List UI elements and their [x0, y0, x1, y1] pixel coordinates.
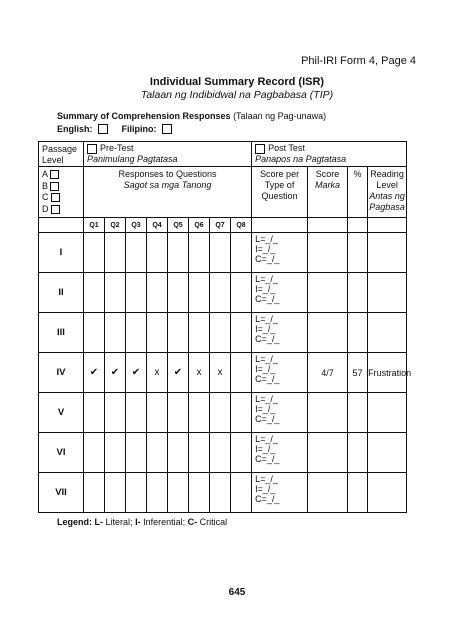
level-option-c[interactable]: C	[42, 192, 80, 204]
response-cell[interactable]	[84, 313, 105, 353]
question-type-score: C=_/_	[255, 454, 280, 464]
level-options	[39, 167, 84, 218]
reading-level-cell[interactable]	[368, 273, 407, 313]
level-label: Level	[42, 155, 64, 165]
level-c-checkbox[interactable]	[51, 193, 60, 202]
response-cell[interactable]	[231, 353, 252, 393]
response-cell[interactable]	[189, 433, 210, 473]
posttest-label: Post Test	[268, 143, 305, 153]
response-cell[interactable]	[84, 273, 105, 313]
posttest-header	[252, 142, 407, 167]
q5-header: Q5	[168, 218, 189, 233]
level-option-d[interactable]: D	[42, 204, 80, 216]
response-cell[interactable]	[168, 273, 189, 313]
passage-number: VI	[39, 433, 84, 473]
question-type-score: I=_/_	[255, 324, 276, 334]
percent-cell[interactable]: 57	[348, 353, 368, 393]
score-cell[interactable]	[308, 393, 348, 433]
posttest-label-fil: Panapos na Pagtatasa	[255, 154, 347, 164]
english-label: English:	[57, 124, 93, 134]
response-cell[interactable]: x	[189, 353, 210, 393]
legend-label: Legend:	[57, 517, 92, 527]
response-cell[interactable]	[231, 393, 252, 433]
level-b-checkbox[interactable]	[50, 182, 59, 191]
response-cell[interactable]	[231, 273, 252, 313]
question-type-score: C=_/_	[255, 254, 280, 264]
response-cell[interactable]	[147, 273, 168, 313]
reading-level-cell[interactable]: Frustration	[368, 353, 407, 393]
score-cell[interactable]	[308, 313, 348, 353]
posttest-checkbox[interactable]	[255, 144, 265, 154]
reading-level-cell[interactable]	[368, 313, 407, 353]
isr-table	[38, 141, 412, 513]
response-cell[interactable]	[84, 433, 105, 473]
response-cell[interactable]	[105, 433, 126, 473]
level-a-checkbox[interactable]	[50, 170, 59, 179]
legend-i-key: I-	[135, 517, 141, 527]
percent-header: %	[348, 167, 368, 218]
percent-cell[interactable]	[348, 313, 368, 353]
question-type-score: C=_/_	[255, 374, 280, 384]
passage-number: IV	[39, 353, 84, 393]
response-cell[interactable]	[189, 393, 210, 433]
passage-row	[39, 233, 407, 273]
summary-heading	[57, 111, 326, 121]
summary-label-fil: (Talaan ng Pag-unawa)	[233, 111, 327, 121]
passage-row	[39, 313, 407, 353]
question-type-score: L=_/_	[255, 314, 278, 324]
q8-header: Q8	[231, 218, 252, 233]
score-per-type-cell[interactable]	[252, 273, 308, 313]
pretest-checkbox[interactable]	[87, 144, 97, 154]
response-cell[interactable]	[147, 233, 168, 273]
score-per-type-cell[interactable]	[252, 233, 308, 273]
response-cell[interactable]	[84, 393, 105, 433]
legend-i-text: Inferential;	[143, 517, 186, 527]
legend-l-text: Literal;	[105, 517, 133, 527]
response-cell[interactable]	[105, 233, 126, 273]
percent-cell[interactable]	[348, 273, 368, 313]
q1-header: Q1	[84, 218, 105, 233]
score-per-type-cell[interactable]	[252, 393, 308, 433]
q2-header: Q2	[105, 218, 126, 233]
language-selector	[57, 124, 172, 134]
legend-c-text: Critical	[199, 517, 228, 527]
table-body	[39, 142, 412, 513]
response-cell[interactable]: ✔	[105, 353, 126, 393]
question-header-spacer	[252, 218, 308, 233]
question-type-score: I=_/_	[255, 284, 276, 294]
level-option-a[interactable]: A	[42, 169, 80, 181]
response-cell[interactable]	[126, 273, 147, 313]
passage-number: I	[39, 233, 84, 273]
question-type-score: L=_/_	[255, 354, 278, 364]
reading-level-cell[interactable]	[368, 393, 407, 433]
response-cell[interactable]	[105, 273, 126, 313]
question-type-score: C=_/_	[255, 494, 280, 504]
response-cell[interactable]	[126, 433, 147, 473]
response-cell[interactable]	[189, 313, 210, 353]
question-type-score: I=_/_	[255, 404, 276, 414]
response-cell[interactable]	[168, 233, 189, 273]
form-reference: Phil-IRI Form 4, Page 4	[301, 55, 416, 67]
page-title: Individual Summary Record (ISR)	[149, 76, 325, 88]
responses-label: Responses to Questions	[118, 169, 217, 179]
response-cell[interactable]	[168, 433, 189, 473]
question-type-score: L=_/_	[255, 274, 278, 284]
q6-header: Q6	[189, 218, 210, 233]
question-type-score: C=_/_	[255, 294, 280, 304]
level-option-b[interactable]: B	[42, 181, 80, 193]
response-cell[interactable]	[147, 313, 168, 353]
legend-c-key: C-	[187, 517, 198, 527]
response-cell[interactable]	[168, 313, 189, 353]
question-type-score: L=_/_	[255, 394, 278, 404]
response-cell[interactable]: ✔	[126, 353, 147, 393]
response-cell[interactable]	[84, 233, 105, 273]
question-header-spacer	[308, 218, 348, 233]
response-cell[interactable]	[126, 233, 147, 273]
q4-header: Q4	[147, 218, 168, 233]
response-cell[interactable]	[126, 313, 147, 353]
question-header-row	[39, 218, 407, 233]
response-cell[interactable]	[84, 473, 105, 513]
score-cell[interactable]	[308, 473, 348, 513]
response-cell[interactable]	[105, 473, 126, 513]
score-cell[interactable]	[308, 273, 348, 313]
passage-number: V	[39, 393, 84, 433]
response-cell[interactable]	[147, 433, 168, 473]
question-header-spacer	[348, 218, 368, 233]
question-type-score: I=_/_	[255, 244, 276, 254]
question-type-score: L=_/_	[255, 474, 278, 484]
response-cell[interactable]	[189, 233, 210, 273]
pretest-label-fil: Panimulang Pagtatasa	[87, 154, 178, 164]
legend	[57, 517, 227, 527]
percent-cell[interactable]	[348, 233, 368, 273]
percent-cell[interactable]	[348, 473, 368, 513]
score-per-type-cell[interactable]	[252, 313, 308, 353]
score-cell[interactable]: 4/7	[308, 353, 348, 393]
response-cell[interactable]	[147, 473, 168, 513]
response-cell[interactable]	[210, 433, 231, 473]
score-per-type-cell[interactable]	[252, 353, 308, 393]
passage-row	[39, 473, 407, 513]
response-cell[interactable]	[210, 273, 231, 313]
response-cell[interactable]	[105, 313, 126, 353]
passage-level-header	[39, 142, 84, 167]
question-type-score: C=_/_	[255, 334, 280, 344]
question-type-score: C=_/_	[255, 414, 280, 424]
passage-row	[39, 353, 407, 393]
q3-header: Q3	[126, 218, 147, 233]
response-cell[interactable]: ✔	[168, 353, 189, 393]
level-d-checkbox[interactable]	[51, 205, 60, 214]
score-cell[interactable]	[308, 433, 348, 473]
summary-label: Summary of Comprehension Responses	[57, 111, 231, 121]
score-cell[interactable]	[308, 233, 348, 273]
reading-level-header: Reading Level Antas ng Pagbasa	[368, 167, 407, 218]
response-cell[interactable]	[231, 313, 252, 353]
response-cell[interactable]	[210, 473, 231, 513]
page-subtitle: Talaan ng Indibidwal na Pagbabasa (TIP)	[140, 89, 334, 101]
passage-number: VII	[39, 473, 84, 513]
pretest-header	[84, 142, 252, 167]
percent-cell[interactable]	[348, 393, 368, 433]
response-cell[interactable]	[147, 393, 168, 433]
reading-level-cell[interactable]	[368, 233, 407, 273]
response-cell[interactable]	[231, 433, 252, 473]
response-cell[interactable]	[231, 233, 252, 273]
question-type-score: I=_/_	[255, 364, 276, 374]
passage-row	[39, 433, 407, 473]
filipino-checkbox[interactable]	[162, 124, 172, 134]
question-type-score: I=_/_	[255, 444, 276, 454]
response-cell[interactable]	[168, 393, 189, 433]
passage-label: Passage	[42, 144, 78, 154]
response-cell[interactable]: x	[147, 353, 168, 393]
passage-number: II	[39, 273, 84, 313]
reading-level-cell[interactable]	[368, 433, 407, 473]
reading-level-cell[interactable]	[368, 473, 407, 513]
passage-number: III	[39, 313, 84, 353]
response-cell[interactable]	[210, 393, 231, 433]
response-cell[interactable]	[231, 473, 252, 513]
responses-header	[84, 167, 252, 218]
english-checkbox[interactable]	[98, 124, 108, 134]
question-type-score: L=_/_	[255, 234, 278, 244]
response-cell[interactable]	[189, 273, 210, 313]
response-cell[interactable]	[105, 393, 126, 433]
question-type-score: L=_/_	[255, 434, 278, 444]
response-cell[interactable]: ✔	[84, 353, 105, 393]
score-header: Score Marka	[308, 167, 348, 218]
response-cell[interactable]	[189, 473, 210, 513]
passage-row	[39, 393, 407, 433]
response-cell[interactable]	[210, 233, 231, 273]
q7-header: Q7	[210, 218, 231, 233]
passage-row	[39, 273, 407, 313]
score-per-type-cell[interactable]	[252, 433, 308, 473]
score-type-header: Score per Type of Question	[252, 167, 308, 218]
response-cell[interactable]	[168, 473, 189, 513]
percent-cell[interactable]	[348, 433, 368, 473]
question-type-score: I=_/_	[255, 484, 276, 494]
page-number: 645	[228, 587, 246, 598]
question-header-spacer	[39, 218, 84, 233]
pretest-label: Pre-Test	[100, 143, 134, 153]
score-per-type-cell[interactable]	[252, 473, 308, 513]
filipino-label: Filipino:	[121, 124, 157, 134]
response-cell[interactable]	[126, 393, 147, 433]
legend-l-key: L-	[94, 517, 104, 527]
response-cell[interactable]	[126, 473, 147, 513]
question-header-spacer	[368, 218, 407, 233]
responses-label-fil: Sagot sa mga Tanong	[123, 180, 212, 190]
response-cell[interactable]: x	[210, 353, 231, 393]
response-cell[interactable]	[210, 313, 231, 353]
